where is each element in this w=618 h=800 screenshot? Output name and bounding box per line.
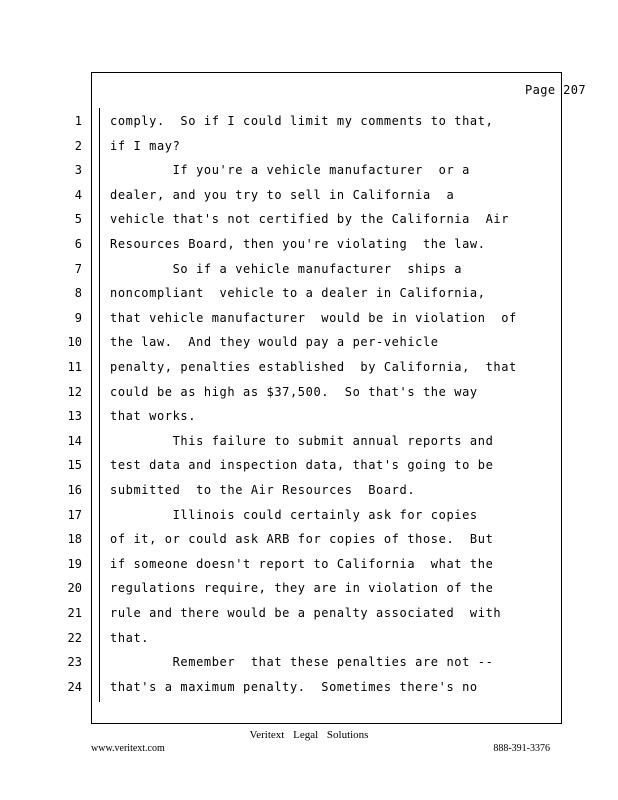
- transcript-line: comply. So if I could limit my comments to that,: [110, 114, 494, 128]
- transcript-line: could be as high as $37,500. So that's the way: [110, 384, 478, 399]
- transcript-line: that.: [110, 630, 150, 645]
- line-number: 13: [67, 409, 82, 424]
- footer-company: Veritext Legal Solutions: [249, 729, 369, 741]
- transcript-line: vehicle that's not certified by the California Air: [110, 212, 510, 227]
- line-number: 12: [67, 384, 82, 399]
- line-number: 15: [67, 458, 82, 473]
- line-number: 18: [67, 532, 82, 547]
- transcript-line: of it, or could ask ARB for copies of those. But: [110, 532, 494, 547]
- line-number: 14: [67, 433, 82, 448]
- line-number: 20: [67, 581, 82, 596]
- line-number: 5: [74, 212, 82, 227]
- transcript-line: submitted to the Air Resources Board.: [110, 483, 416, 497]
- transcript-line: dealer, and you try to sell in California a: [110, 187, 455, 202]
- transcript-line: This failure to submit annual reports and: [110, 433, 494, 448]
- line-number: 8: [74, 286, 82, 301]
- line-number: 19: [67, 556, 82, 571]
- transcript-line: If you're a vehicle manufacturer or a: [110, 163, 470, 178]
- line-number: 3: [74, 163, 82, 178]
- line-number: 11: [67, 360, 82, 374]
- line-number: 22: [67, 630, 82, 645]
- line-number: 2: [74, 138, 82, 153]
- line-number: 21: [67, 606, 82, 620]
- line-number: 7: [74, 261, 82, 276]
- transcript-line: that's a maximum penalty. Sometimes there's no: [110, 679, 478, 694]
- line-number: 1: [74, 114, 82, 128]
- line-number: 4: [74, 187, 82, 202]
- line-number: 17: [67, 507, 82, 522]
- transcript-line: Illinois could certainly ask for copies: [110, 507, 478, 522]
- footer-website: www.veritext.com: [91, 743, 165, 754]
- transcript-line: regulations require, they are in violation of the: [110, 581, 494, 596]
- transcript-line: So if a vehicle manufacturer ships a: [110, 261, 463, 276]
- line-number: 16: [67, 483, 82, 497]
- line-number: 23: [67, 655, 82, 670]
- transcript-line: that vehicle manufacturer would be in violation of: [110, 310, 517, 325]
- line-number: 24: [67, 679, 82, 694]
- line-number: 10: [67, 335, 82, 350]
- page-number: Page 207: [525, 83, 586, 97]
- line-number: 9: [74, 310, 82, 325]
- transcript-line: test data and inspection data, that's going to be: [110, 458, 494, 473]
- transcript-line: penalty, penalties established by California, that: [110, 360, 517, 374]
- footer-phone: 888-391-3376: [493, 743, 550, 754]
- transcript-line: Resources Board, then you're violating the law.: [110, 237, 486, 251]
- transcript-line: if I may?: [110, 138, 181, 153]
- line-number: 6: [74, 237, 82, 251]
- transcript-line: if someone doesn't report to California what the: [110, 556, 494, 571]
- line-number-rule: [99, 108, 100, 702]
- transcript-line: that works.: [110, 409, 197, 424]
- transcript-line: the law. And they would pay a per-vehicle: [110, 335, 439, 350]
- transcript-line: rule and there would be a penalty associated with: [110, 606, 502, 620]
- transcript-line: Remember that these penalties are not --: [110, 655, 494, 670]
- transcript-line: noncompliant vehicle to a dealer in California,: [110, 286, 486, 301]
